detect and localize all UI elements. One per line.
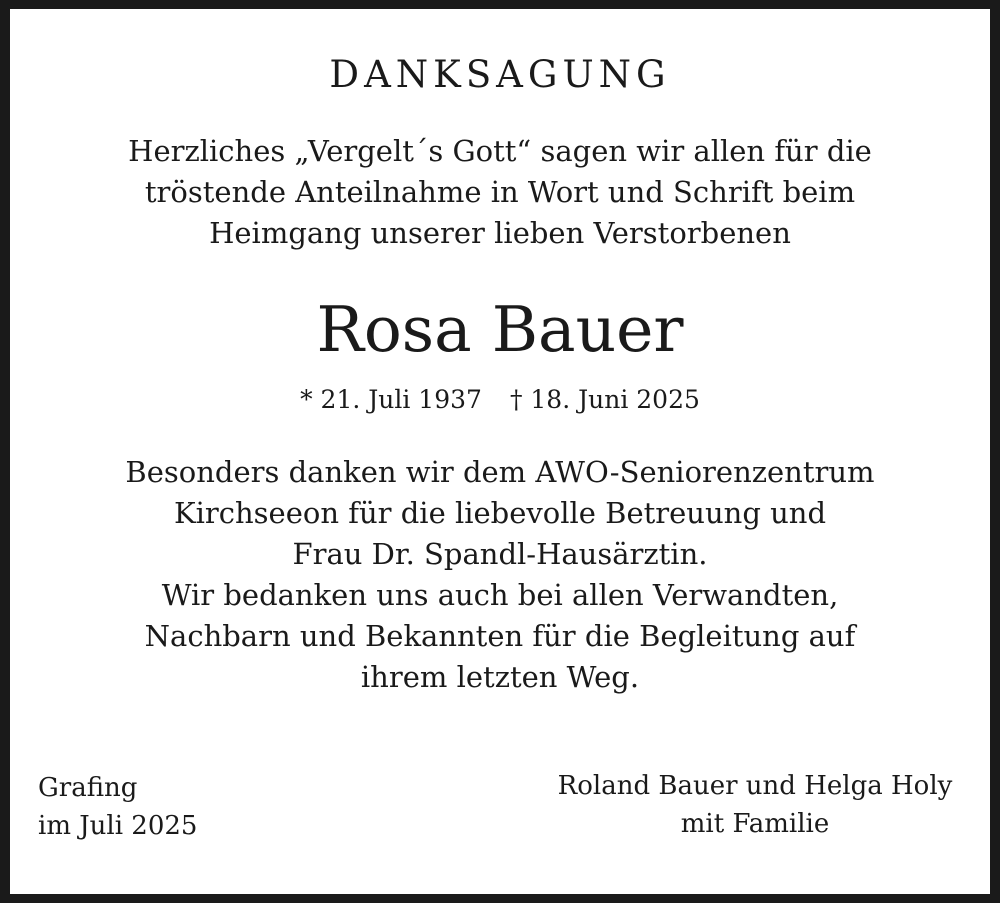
intro-text (10, 131, 990, 254)
deceased-name: Rosa Bauer (316, 293, 684, 366)
life-dates (10, 380, 990, 420)
thanks-line: Frau Dr. Spandl-Hausärztin. (292, 537, 708, 571)
thanks-line: Besonders danken wir dem AWO-Seniorenzentrum (125, 455, 875, 489)
notice-date: im Juli 2025 (38, 811, 198, 841)
thanks-line: Kirchseeon für die liebevolle Betreuung und (173, 496, 827, 530)
signer-names: Roland Bauer und Helga Holy (557, 771, 953, 801)
thanks-line: Nachbarn und Bekannten für die Begleitung auf (144, 619, 856, 653)
birth-date: * 21. Juli 1937 (300, 385, 482, 414)
signers (540, 767, 970, 843)
notice-heading: DANKSAGUNG (329, 53, 671, 96)
thanks-line: Wir bedanken uns auch bei allen Verwandten, (161, 578, 839, 612)
thanks-line: ihrem letzten Weg. (360, 660, 640, 694)
intro-line: tröstende Anteilnahme in Wort und Schrift beim (144, 175, 856, 209)
intro-line: Heimgang unserer lieben Verstorbenen (209, 216, 791, 250)
intro-line: Herzliches „Vergelt´s Gott“ sagen wir allen für die (128, 134, 872, 168)
place-date (38, 769, 197, 845)
signer-family: mit Familie (680, 809, 830, 839)
thanks-text (10, 452, 990, 698)
death-date: † 18. Juni 2025 (509, 385, 700, 414)
place-name: Grafing (38, 773, 138, 803)
